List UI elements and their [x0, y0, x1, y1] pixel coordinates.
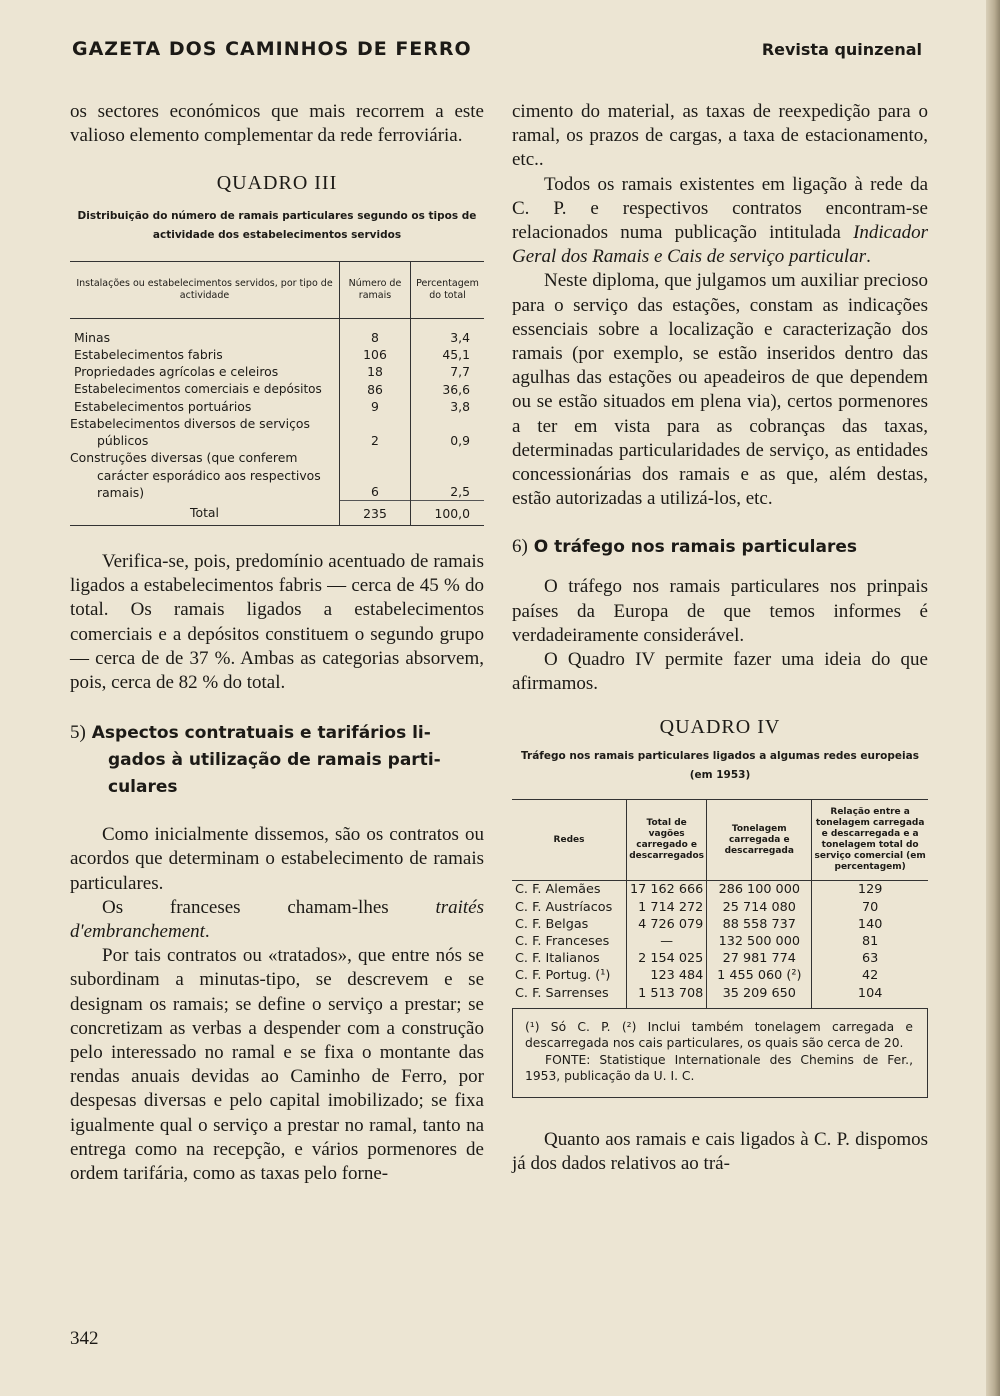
rede-name: C. F. Austríacos	[515, 899, 613, 915]
quadro-iv-footnote: (¹) Só C. P. (²) Inclui também tonelagem carregada e descarregada nos cais particulares, os quais são cerca de 20.	[525, 1019, 913, 1051]
relacao-value: 104	[812, 985, 928, 1009]
tonelagem-value: 35 209 650	[707, 985, 812, 1009]
page-edge	[986, 0, 1000, 1396]
ramais-pct: 45,1	[442, 347, 470, 363]
table-row	[512, 899, 928, 916]
quadro-iii-title: QUADRO III	[216, 172, 338, 195]
paragraph-por: Por tais contratos ou «tratados», que entre nós se subordinam a minutas-tipo, se descrevem e se designam os ramais; se define o serviço a prestar; se concretizam as verbas a despender com a construção pelo interessado no ramal e se fixa o montante das rendas anuais devidas ao Caminho de Ferro, por despesas diversas e pelo capital imobilizado; se fixa igualmente qual o serviço a prestar no ramal, tanto na entrega como na recepção, e vários pormenores de ordem tarifária, como as taxas pelo forne-	[70, 945, 484, 1184]
paragraph-intro: os sectores económicos que mais recorrem a este valioso elemento complementar da rede ferroviária.	[70, 101, 484, 147]
quadro-iii-caption: Distribuição do número de ramais particulares segundo os tipos de actividade dos estabelecimentos servidos	[77, 210, 477, 242]
tonelagem-value: 1 455 060 (²)	[707, 967, 812, 984]
section-5-title-line3: culares	[108, 777, 178, 798]
ramais-count: 2	[340, 415, 411, 449]
paragraph-todos	[512, 173, 928, 270]
section-5-heading	[70, 719, 484, 801]
paragraph-verifica: Verifica-se, pois, predomínio acentuado de ramais ligados a estabelecimentos fabris — cerca de 45 % do total. Os ramais ligados a estabelecimentos comerciais e a depósitos constituem o segundo grupo — cerca de de 37 %. Ambas as categorias absorvem, pois, cerca de 82 % do total.	[70, 550, 484, 693]
relacao-value: 140	[812, 916, 928, 933]
table-row	[70, 398, 484, 415]
publication-title: Indicador Geral dos Ramais e Cais de serviço particular	[512, 222, 928, 268]
relacao-value: 129	[812, 881, 928, 899]
section-5-number: 5)	[70, 722, 86, 744]
activity-label: Estabelecimentos diversos de serviços públicos	[70, 415, 340, 449]
relacao-value: 81	[812, 933, 928, 950]
tonelagem-value: 132 500 000	[707, 933, 812, 950]
quadro-iv-header-tonelagem: Tonelagem carregada e descarregada	[707, 800, 812, 881]
quadro-iii-header-pct: Percentagem do total	[411, 262, 485, 319]
section-6-title: O tráfego nos ramais particulares	[533, 537, 858, 558]
table-row	[512, 950, 928, 967]
paragraph-trafego: O tráfego nos ramais particulares nos prinpais países da Europa de que temos informes é verdadeiramente considerável.	[512, 576, 928, 646]
quadro-iv-header-redes: Redes	[512, 800, 627, 881]
ramais-count: 6	[340, 449, 411, 501]
activity-label: Estabelecimentos comerciais e depósitos	[70, 381, 340, 398]
ramais-count: 106	[340, 346, 411, 363]
table-row	[70, 363, 484, 380]
paragraph-franceses	[70, 896, 484, 944]
franceses-pre: Os franceses chamam-lhes	[102, 896, 436, 918]
paragraph-neste: Neste diploma, que julgamos um auxiliar precioso para o serviço das estações, constam as indicações essenciais sobre a localização e caracterização dos ramais (por exemplo, se estão inseridos dentro das agulhas das estações ou apeadeiros de que dependem ou se estão situados em plena via), certos pormenores a ter em vista para as cobranças das taxas, determinadas particularidades de serviço, as entidades concessionárias dos ramais e as que, além destas, estão autorizadas a utilizá-los, etc.	[512, 270, 928, 510]
ramais-pct: 3,8	[450, 398, 470, 414]
ramais-pct: 2,5	[450, 484, 470, 500]
quadro-iii-header-count: Número de ramais	[340, 262, 411, 319]
ramais-pct: 0,9	[450, 433, 470, 449]
relacao-value: 70	[812, 899, 928, 916]
quadro-iv-source: FONTE: Statistique Internationale des Chemins de Fer., 1953, publicação da U. I. C.	[525, 1052, 913, 1084]
table-row	[70, 329, 484, 346]
ramais-count: 18	[340, 363, 411, 380]
total-count: 235	[340, 501, 411, 526]
vagoes-value: 1 714 272	[627, 899, 707, 916]
ramais-count: 8	[340, 329, 411, 346]
section-5-title-line2: gados à utilização de ramais parti-	[108, 750, 441, 771]
journal-kind: Revista quinzenal	[761, 40, 922, 59]
franceses-post: .	[204, 920, 210, 942]
activity-label: Minas	[70, 329, 340, 346]
activity-label: Estabelecimentos fabris	[70, 346, 340, 363]
section-6-number: 6)	[512, 536, 528, 558]
rede-name: C. F. Belgas	[515, 916, 589, 932]
table-row	[512, 916, 928, 933]
section-5-title-line1: Aspectos contratuais e tarifários li-	[91, 723, 431, 744]
total-label: Total	[70, 501, 340, 526]
table-row	[70, 346, 484, 363]
activity-label: Construções diversas (que conferem carácter esporádico aos respectivos ramais)	[70, 449, 340, 501]
activity-label: Propriedades agrícolas e celeiros	[70, 363, 340, 380]
section-6-heading	[512, 533, 928, 561]
ramais-count: 9	[340, 398, 411, 415]
quadro-iv-table	[512, 799, 928, 1008]
relacao-value: 42	[812, 967, 928, 984]
table-row	[512, 933, 928, 950]
vagoes-value: 1 513 708	[627, 985, 707, 1009]
paragraph-cont: cimento do material, as taxas de reexpedição para o ramal, os prazos de cargas, a taxa de estacionamento, etc..	[512, 101, 928, 171]
vagoes-value: —	[627, 933, 707, 950]
quadro-iv-caption: Tráfego nos ramais particulares ligados a algumas redes europeias (em 1953)	[521, 750, 919, 782]
tonelagem-value: 25 714 080	[707, 899, 812, 916]
todos-pre: Todos os ramais existentes em ligação à rede da C. P. e respectivos contratos encontram-se relacionados numa publicação intitulada	[512, 173, 928, 244]
relacao-value: 63	[812, 950, 928, 967]
paragraph-quanto: Quanto aos ramais e cais ligados à C. P. dispomos já dos dados relativos ao trá-	[512, 1128, 928, 1175]
total-pct: 100,0	[411, 501, 485, 526]
running-head	[72, 38, 928, 68]
tonelagem-value: 286 100 000	[707, 881, 812, 899]
quadro-iii-header-activity: Instalações ou estabelecimentos servidos, por tipo de actividade	[70, 262, 340, 319]
table-row	[70, 449, 484, 501]
rede-name: C. F. Italianos	[515, 951, 600, 967]
franceses-term: traités d'embranchement	[70, 896, 484, 942]
rede-name: C. F. Alemães	[515, 882, 601, 898]
journal-title: GAZETA DOS CAMINHOS DE FERRO	[72, 38, 472, 60]
paragraph-quadro: O Quadro IV permite fazer uma ideia do que afirmamos.	[512, 649, 928, 695]
left-column	[70, 100, 484, 1186]
vagoes-value: 123 484	[627, 967, 707, 984]
page-number: 342	[70, 1328, 99, 1349]
vagoes-value: 4 726 079	[627, 916, 707, 933]
todos-post: .	[866, 246, 871, 268]
tonelagem-value: 27 981 774	[707, 950, 812, 967]
ramais-pct: 7,7	[450, 364, 470, 380]
ramais-pct: 36,6	[442, 381, 470, 397]
quadro-iv-header-vagoes: Total de vagões carregado e descarregados	[627, 800, 707, 881]
rede-name: C. F. Franceses	[515, 934, 610, 950]
activity-label: Estabelecimentos portuários	[70, 398, 340, 415]
table-row	[70, 381, 484, 398]
table-row	[70, 415, 484, 449]
rede-name: C. F. Portug. (¹)	[515, 968, 611, 984]
table-total-row	[70, 501, 484, 526]
tonelagem-value: 88 558 737	[707, 916, 812, 933]
ramais-count: 86	[340, 381, 411, 398]
table-row	[512, 985, 928, 1009]
vagoes-value: 2 154 025	[627, 950, 707, 967]
quadro-iv-title: QUADRO IV	[659, 716, 781, 739]
right-column	[512, 100, 928, 1176]
quadro-iii-table	[70, 261, 484, 526]
vagoes-value: 17 162 666	[627, 881, 707, 899]
table-row	[512, 881, 928, 899]
quadro-iv-notes	[512, 1009, 928, 1098]
ramais-pct: 3,4	[450, 329, 470, 345]
paragraph-como: Como inicialmente dissemos, são os contratos ou acordos que determinam o estabelecimento de ramais particulares.	[70, 824, 484, 894]
quadro-iv-header-relacao: Relação entre a tonelagem carregada e descarregada e a tonelagem total do serviço comercial (em percentagem)	[812, 800, 928, 881]
rede-name: C. F. Sarrenses	[512, 985, 627, 1009]
table-row	[512, 967, 928, 984]
